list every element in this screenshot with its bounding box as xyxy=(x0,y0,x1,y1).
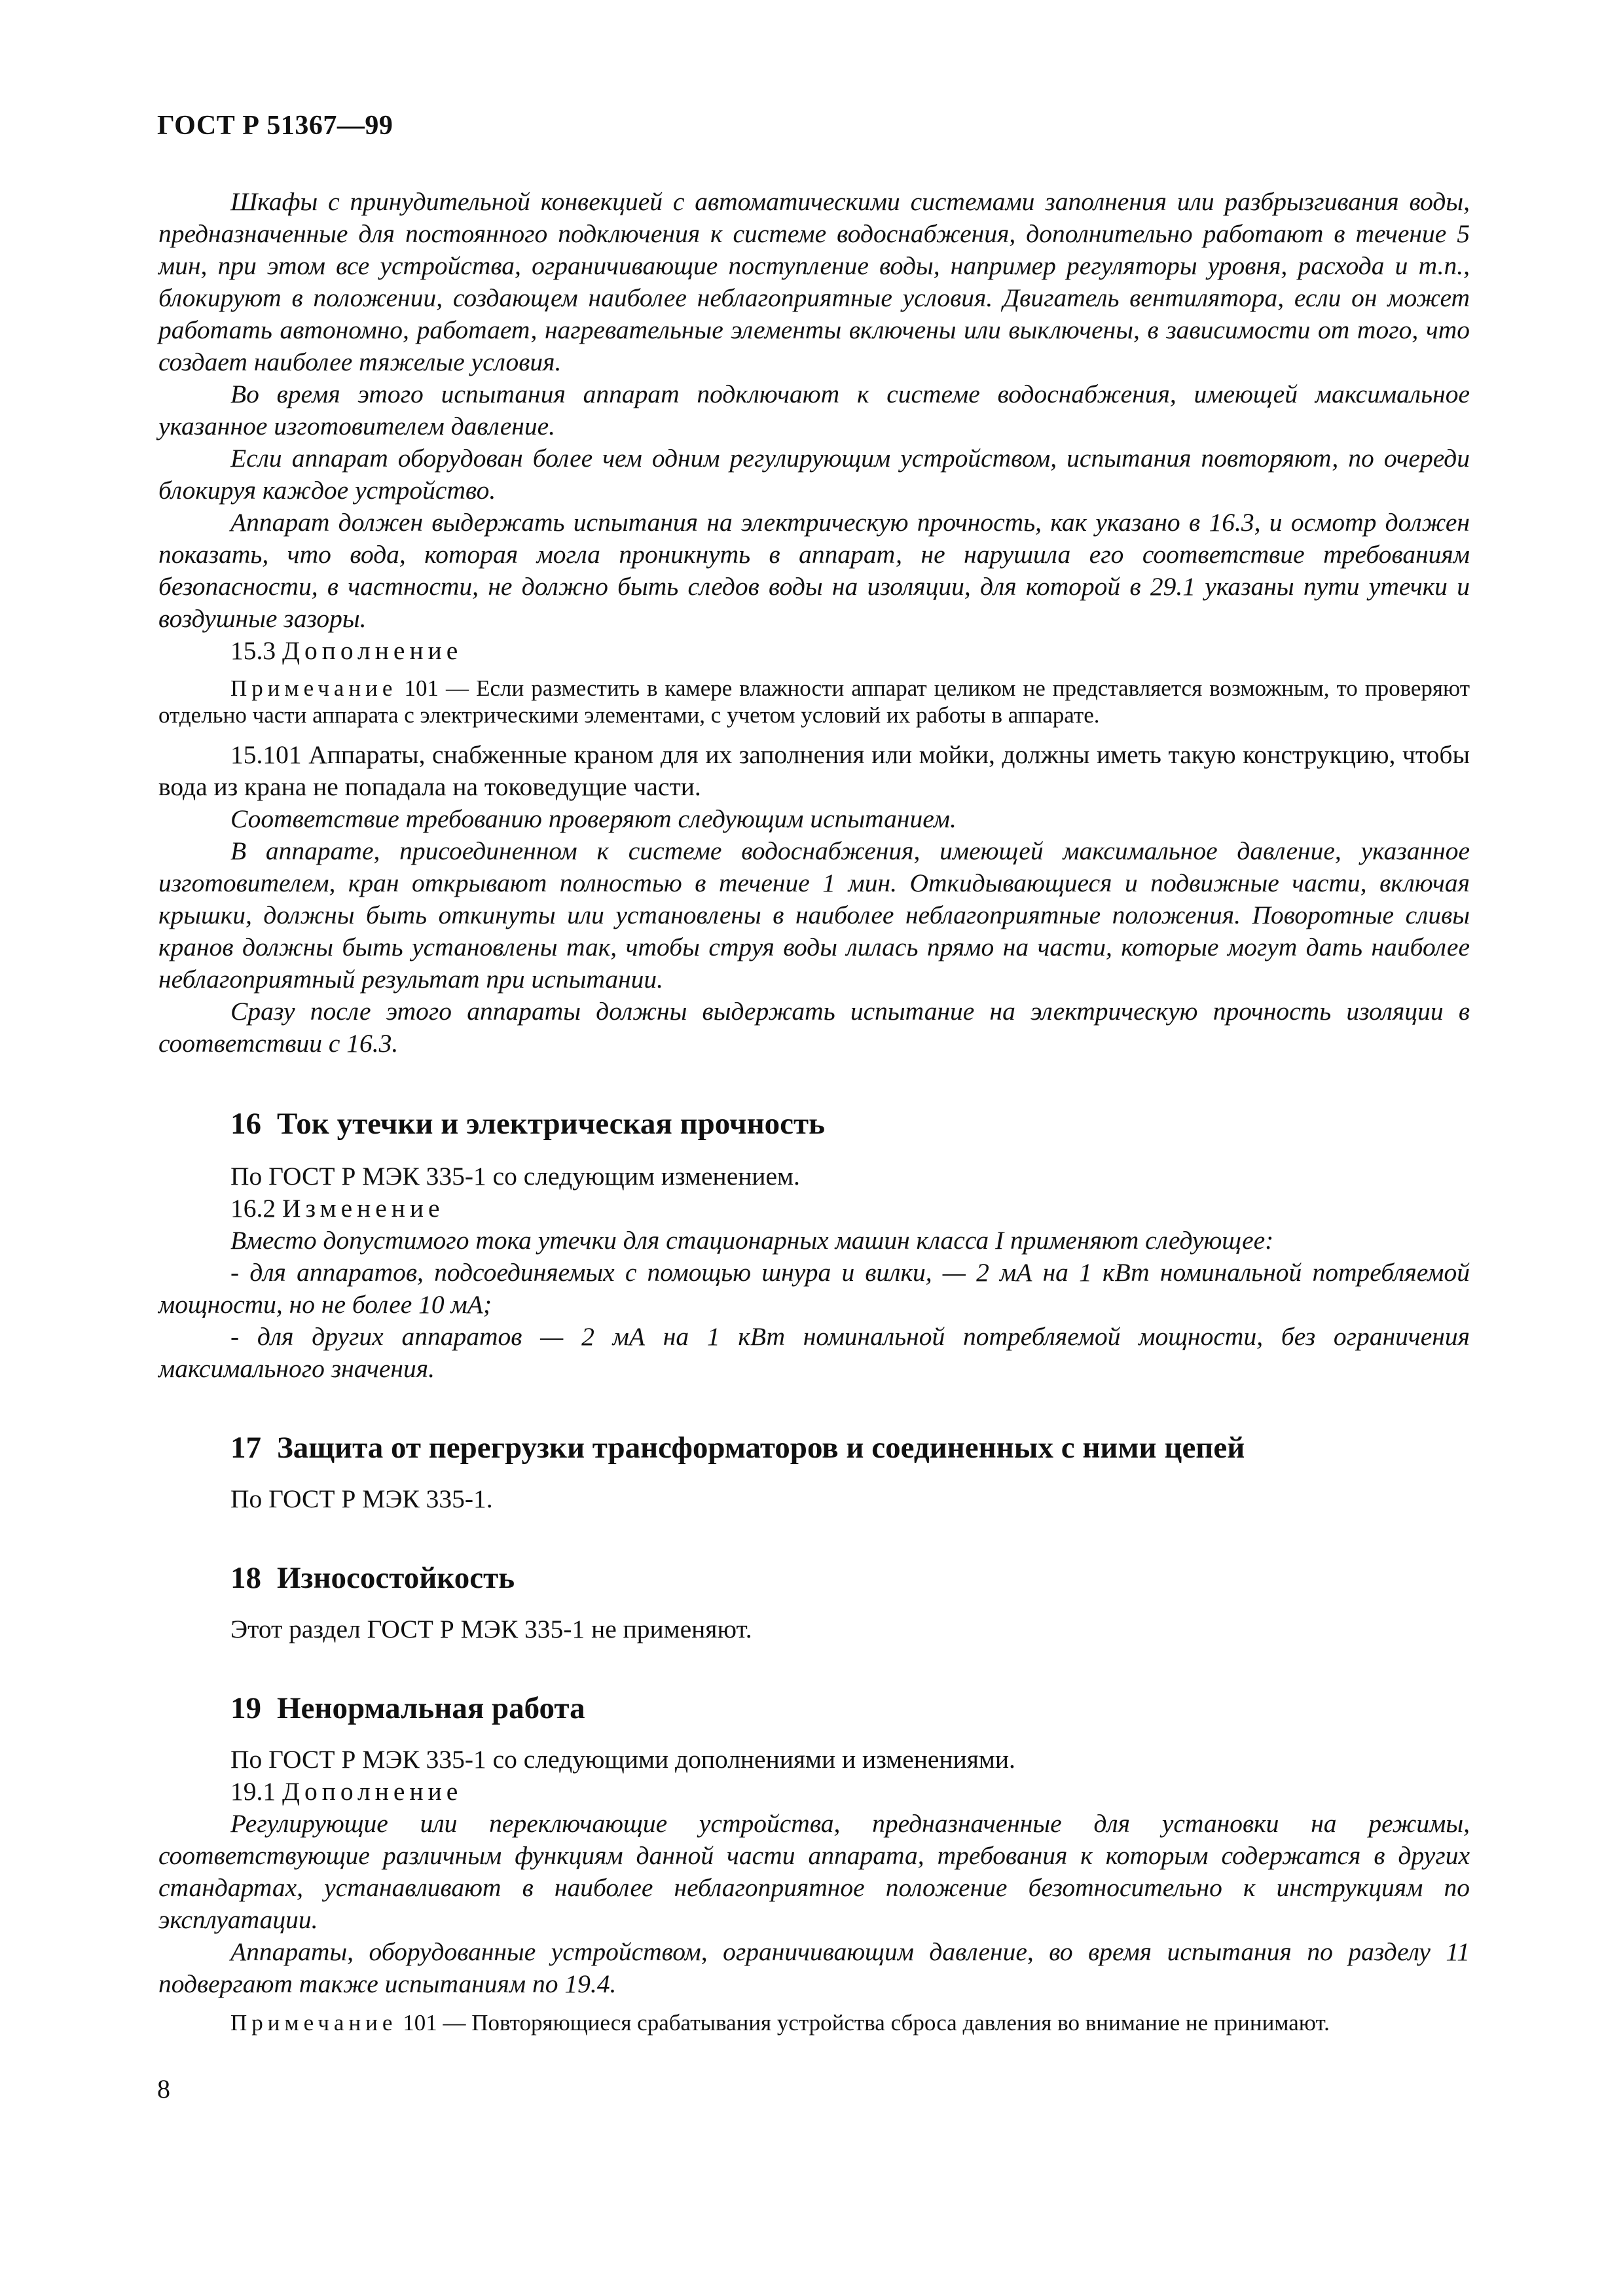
paragraph: По ГОСТ Р МЭК 335-1. xyxy=(230,1484,493,1513)
subclause-number: 19.1 xyxy=(230,1777,276,1806)
paragraph: Во время этого испытания аппарат подключают к системе водоснабжения, имеющей максимальное указанное изготовителем давление. xyxy=(158,380,1470,440)
paragraph: Регулирующие или переключающие устройства, предназначенные для установки на режимы, соответствующие различным функциям данной части аппарата, требования к которым содержатся в других стандартах, устанавливают в наиболее неблагоприятное положение безотносительно к инструкциям по эксплуатации. xyxy=(158,1809,1470,1934)
note-101-humidity xyxy=(158,675,1470,728)
subclause-16-2 xyxy=(158,1193,1470,1225)
paragraph: По ГОСТ Р МЭК 335-1 со следующими дополнениями и изменениями. xyxy=(230,1745,1015,1774)
section-heading-16: 16 Ток утечки и электрическая прочность xyxy=(230,1107,825,1141)
clause-15-101: 15.101 Аппараты, снабженные краном для их заполнения или мойки, должны иметь такую конструкцию, чтобы вода из крана не попадала на токоведущие части. xyxy=(158,740,1470,801)
section-heading-17: 17 Защита от перегрузки трансформаторов и соединенных с ними цепей xyxy=(230,1431,1245,1465)
subclause-label: Дополнение xyxy=(282,1777,463,1806)
subclause-19-1 xyxy=(158,1776,1470,1808)
page-content xyxy=(158,186,1470,2036)
section-heading-18: 18 Износостойкость xyxy=(230,1561,515,1595)
subclause-label: Изменение xyxy=(282,1194,445,1223)
paragraph: Соответствие требованию проверяют следующим испытанием. xyxy=(230,804,957,833)
subclause-number: 16.2 xyxy=(230,1194,276,1223)
page-number: 8 xyxy=(157,2074,170,2104)
paragraph: В аппарате, присоединенном к системе водоснабжения, имеющей максимальное давление, указанное изготовителем, кран открывают полностью в течение 1 мин. Откидывающиеся и подвижные части, включая крышки, должны быть откинуты или установлены в наиболее неблагоприятные положения. Поворотные сливы кранов должны быть установлены так, чтобы струя воды лилась прямо на части, которые могут дать наиболее неблагоприятный результат при испытании. xyxy=(158,836,1470,994)
note-label: Примечание xyxy=(230,2010,397,2036)
paragraph: По ГОСТ Р МЭК 335-1 со следующим изменением. xyxy=(230,1162,800,1191)
document-id: ГОСТ Р 51367—99 xyxy=(157,111,393,141)
paragraph: Аппарат должен выдержать испытания на электрическую прочность, как указано в 16.3, и осмотр должен показать, что вода, которая могла проникнуть в аппарат, не нарушила его соответствие требованиям безопасности, в частности, не должно быть следов воды на изоляции, для которой в 29.1 указаны пути утечки и воздушные зазоры. xyxy=(158,508,1470,633)
paragraph: Если аппарат оборудован более чем одним регулирующим устройством, испытания повторяют, по очереди блокируя каждое устройство. xyxy=(158,444,1470,505)
paragraph: Аппараты, оборудованные устройством, ограничивающим давление, во время испытания по разделу 11 подвергают также испытаниям по 19.4. xyxy=(158,1937,1470,1998)
subclause-15-3 xyxy=(158,635,1470,667)
paragraph: Шкафы с принудительной конвекцией с автоматическими системами заполнения или разбрызгивания воды, предназначенные для постоянного подключения к системе водоснабжения, дополнительно работают в течение 5 мин, при этом все устройства, ограничивающие поступление воды, например регуляторы уровня, расхода и т.п., блокируют в положении, создающем наиболее неблагоприятные условия. Двигатель вентилятора, если он может работать автономно, работает, нагревательные элементы включены или выключены, в зависимости от того, что создает наиболее тяжелые условия. xyxy=(158,187,1470,376)
note-101-pressure xyxy=(158,2009,1470,2036)
note-text: 101 — Если разместить в камере влажности аппарат целиком не представляется возможным, то проверяют отдельно части аппарата с электрическими элементами, с учетом условий их работы в аппарате. xyxy=(158,675,1470,728)
section-heading-19: 19 Ненормальная работа xyxy=(230,1691,585,1725)
list-item: - для других аппаратов — 2 мА на 1 кВт номинальной потребляемой мощности, без ограничения максимального значения. xyxy=(158,1322,1470,1383)
paragraph: Вместо допустимого тока утечки для стационарных машин класса I применяют следующее: xyxy=(230,1226,1274,1255)
note-label: Примечание xyxy=(230,675,397,701)
note-text: 101 — Повторяющиеся срабатывания устройства сброса давления во внимание не принимают. xyxy=(403,2010,1330,2036)
list-item: - для аппаратов, подсоединяемых с помощью шнура и вилки, — 2 мА на 1 кВт номинальной потребляемой мощности, но не более 10 мА; xyxy=(158,1258,1470,1319)
paragraph: Сразу после этого аппараты должны выдержать испытание на электрическую прочность изоляции в соответствии с 16.3. xyxy=(158,997,1470,1058)
subclause-label: Дополнение xyxy=(282,636,463,665)
subclause-number: 15.3 xyxy=(230,636,276,665)
paragraph: Этот раздел ГОСТ Р МЭК 335-1 не применяют. xyxy=(230,1615,752,1643)
